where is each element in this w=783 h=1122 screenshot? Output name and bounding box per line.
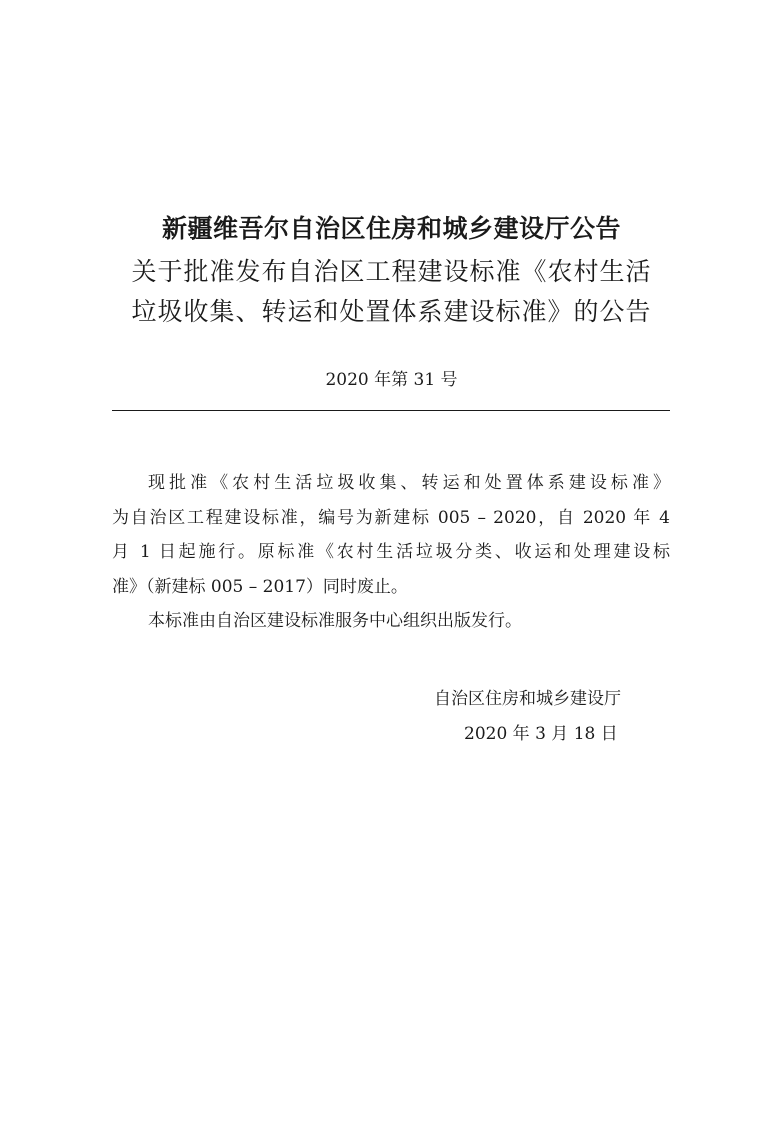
paragraph-2: 本标准由自治区建设标准服务中心组织出版发行。	[148, 611, 522, 631]
announcement-subtitle	[100, 252, 683, 332]
paragraph-1-line: 准》（新建标 005 – 2017）同时废止。	[112, 576, 408, 597]
announcement-title: 新疆维吾尔自治区住房和城乡建设厅公告	[161, 214, 621, 243]
announcement-body	[112, 466, 670, 639]
subtitle-line: 垃圾收集、转运和处置体系建设标准》的公告	[131, 297, 652, 326]
document-number: 2020 年第 31 号	[325, 370, 458, 390]
issue-date: 2020 年 3 月 18 日	[464, 724, 618, 744]
paragraph-1-line: 为自治区工程建设标准，编号为新建标 005 – 2020，自 2020 年 4	[112, 507, 670, 528]
paragraph-1-line: 现批准《农村生活垃圾收集、转运和处置体系建设标准》	[148, 473, 670, 493]
paragraph-1-line: 月 1 日起施行。原标准《农村生活垃圾分类、收运和处理建设标	[112, 542, 670, 562]
header-divider	[112, 410, 670, 411]
subtitle-line: 关于批准发布自治区工程建设标准《农村生活	[131, 257, 652, 286]
issuing-organization: 自治区住房和城乡建设厅	[434, 689, 621, 709]
signature-block	[400, 682, 670, 752]
